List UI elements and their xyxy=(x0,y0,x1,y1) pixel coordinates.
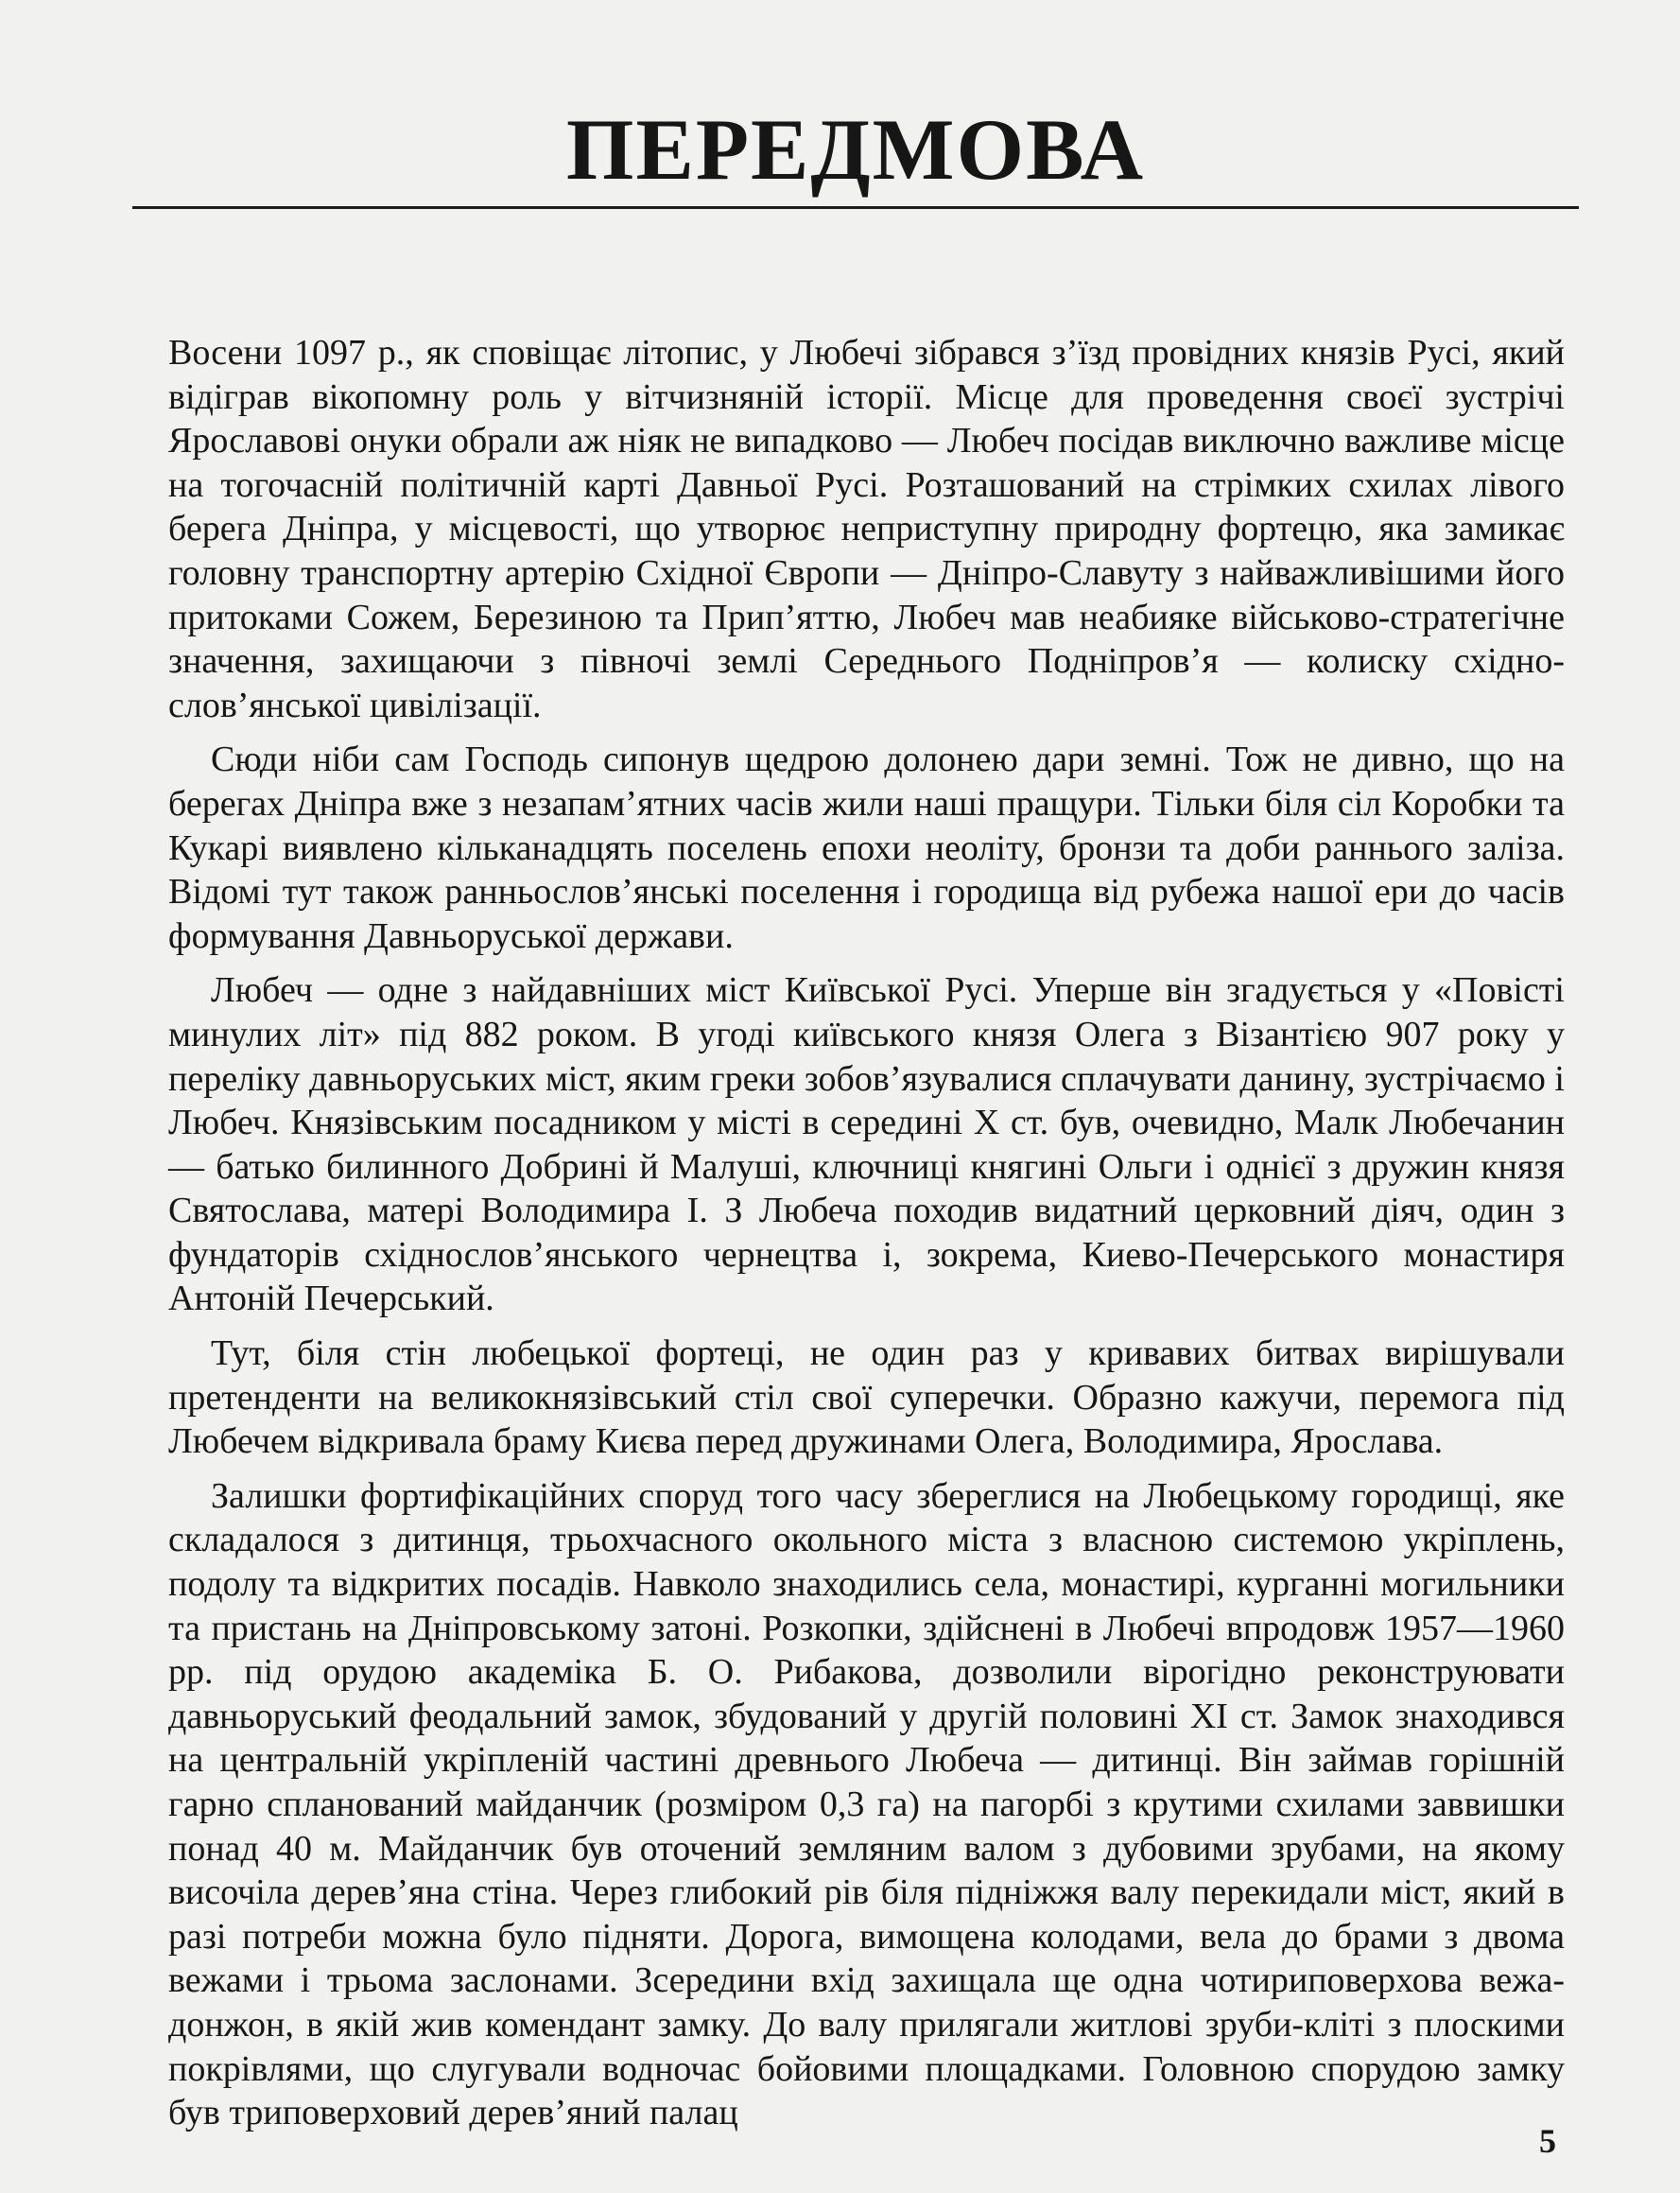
paragraph: Залишки фортифікаційних споруд того часу збереглися на Любецькому городищі, яке складалося з дитинця, трьохчасного окольного міста з власною системою укріплень, подолу та відкритих посадів. Навколо знаходились села, монастирі, курганні могильники та пристань на Дніпровському затоні. Розкопки, здійснені в Любечі впродовж 1957—1960 рр. під орудою академіка Б. О. Рибакова, дозволили вірогідно реконструювати давньоруський феодальний замок, збудований у другій половині ХІ ст. Замок знаходився на центральній укріпленій частині древнього Любеча — дитинці. Він займав горішній гарно спланований майданчик (розміром 0,3 га) на пагорбі з крутими схилами заввишки понад 40 м. Майданчик був оточений земляним валом з дубовими зрубами, на якому височіла дерев’яна стіна. Через глибокий рів біля підніжжя валу перекидали міст, який в разі потреби можна було підняти. Дорога, вимощена колодами, вела до брами з двома вежами і трьома заслонами. Зсередини вхід захищала ще одна чотириповерхова вежа-донжон, в якій жив комендант замку. До валу прилягали житлові зруби-кліті з плоскими покрівлями, що слугували водночас бойовими площадками. Головною спорудою замку був триповерховий дерев’яний палац xyxy=(168,1475,1565,2133)
paragraph: Восени 1097 р., як сповіщає літопис, у Любечі зібрався з’їзд провідних князів Русі, який відіграв вікопомну роль у вітчизняній історії. Місце для проведення своєї зустрічі Ярославові онуки обрали аж ніяк не випадково — Любеч посідав виключно важливе місце на тогочасній політичній карті Давньої Русі. Розташований на стрімких схилах лівого берега Дніпра, у місцевості, що утворює неприступну природну фортецю, яка замикає головну транспортну артерію Східної Європи — Дніпро-Славуту з найважливішими його притоками Сожем, Березиною та Прип’яттю, Любеч мав неабияке військово-стратегічне значення, захищаючи з півночі землі Середнього Подніпров’я — колиску східно-слов’янської цивілізації. xyxy=(168,333,1565,725)
paragraph: Любеч — одне з найдавніших міст Київської Русі. Уперше він згадується у «Повісті минулих літ» під 882 роком. В угоді київського князя Олега з Візантією 907 року у переліку давньоруських міст, яким греки зобов’язувалися сплачувати данину, зустрічаємо і Любеч. Князівським посадником у місті в середині Х ст. був, очевидно, Малк Любечанин — батько билинного Добрині й Малуші, ключниці княгині Ольги і однієї з дружин князя Святослава, матері Володимира І. З Любеча походив видатний церковний діяч, один з фундаторів східнослов’янського чернецтва і, зокрема, Киево-Печерського монастиря Антоній Печерський. xyxy=(168,970,1565,1319)
title-rule xyxy=(132,206,1579,209)
page-number: 5 xyxy=(1539,2122,1556,2160)
body-text xyxy=(168,331,1565,2146)
page-title: ПЕРЕДМОВА xyxy=(565,101,1146,198)
paragraph: Сюди ніби сам Господь сипонув щедрою долонею дари земні. Тож не дивно, що на берегах Дніпра вже з незапам’ятних часів жили наші пращури. Тільки біля сіл Коробки та Кукарі виявлено кільканадцять поселень епохи неоліту, бронзи та доби раннього заліза. Відомі тут також ранньослов’янські поселення і городища від рубежа нашої ери до часів формування Давньоруської держави. xyxy=(168,740,1565,956)
paragraph: Тут, біля стін любецької фортеці, не один раз у кривавих битвах вирішували претенденти на великокнязівський стіл свої суперечки. Образно кажучи, перемога під Любечем відкривала браму Києва перед дружинами Олега, Володимира, Ярослава. xyxy=(168,1333,1565,1462)
